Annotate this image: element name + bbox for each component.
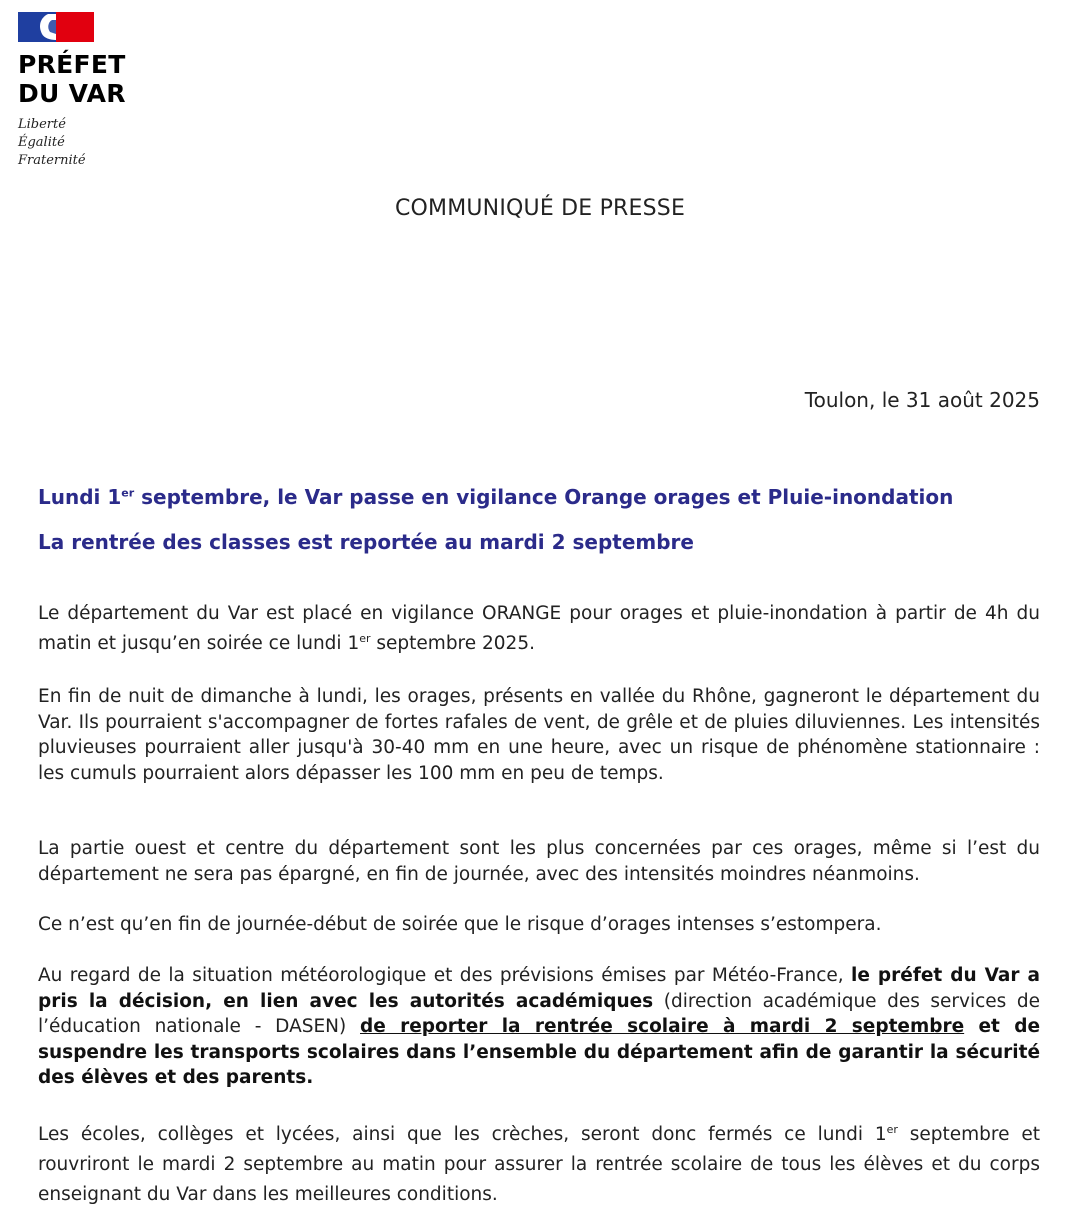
paragraph-orages: En fin de nuit de dimanche à lundi, les orages, présents en vallée du Rhône, gagneront le département du Var. Ils pourraient s'accompagner de fortes rafales de vent, de grêle et de pluies diluviennes. Les intensités pluvieuses pourraient aller jusqu'à 30-40 mm en une heure, avec un risque de phénomène stationnaire : les cumuls pourraient alors dépasser les 100 mm en peu de temps.	[38, 686, 1040, 784]
p5-bold-decision: le préfet du Var a pris la décision, en lien avec les autorités académiques	[38, 965, 1040, 1012]
motto-egalite: Égalité	[18, 135, 65, 150]
headline-1-text-a: Lundi 1	[38, 485, 122, 509]
p5-bold-underline-report: de reporter la rentrée scolaire à mardi 2 septembre	[360, 1016, 965, 1037]
issuer-name	[18, 50, 126, 108]
paragraph-decision	[38, 963, 1040, 1091]
marianne-flag-icon	[18, 12, 94, 42]
paragraph-fermeture	[38, 1120, 1040, 1210]
headline-rentree: La rentrée des classes est reportée au mardi 2 septembre	[38, 530, 694, 554]
issuer-line-2: DU VAR	[18, 79, 126, 108]
motto-fraternite: Fraternité	[18, 153, 86, 168]
p5-bold-transports: et de suspendre les transports scolaires dans l’ensemble du département afin de garantir la sécurité des élèves et des parents.	[38, 1016, 1040, 1088]
p1-text-b: septembre 2025.	[370, 633, 535, 654]
p5-text-a: Au regard de la situation météorologique et des prévisions émises par Météo-France,	[38, 965, 852, 986]
date-line: Toulon, le 31 août 2025	[804, 388, 1040, 412]
p1-text-a: Le département du Var est placé en vigilance ORANGE pour orages et pluie-inondation à partir de 4h du matin et jusqu’en soirée ce lundi 1	[38, 603, 1040, 654]
p5-text-c: (direction académique des services de l’éducation nationale - DASEN)	[38, 990, 1040, 1037]
headline-1-sup: er	[121, 486, 135, 500]
republic-motto	[18, 116, 126, 170]
headline-vigilance	[38, 485, 953, 509]
p6-text-a: Les écoles, collèges et lycées, ainsi que les crèches, seront donc fermés ce lundi 1	[38, 1124, 887, 1145]
p6-text-b: septembre et rouvriront le mardi 2 septembre au matin pour assurer la rentrée scolaire de tous les élèves et du corps enseignant du Var dans les meilleures conditions.	[38, 1124, 1040, 1205]
prefecture-logo	[18, 12, 126, 170]
paragraph-zones: La partie ouest et centre du département sont les plus concernées par ces orages, même si l’est du département ne sera pas épargné, en fin de journée, avec des intensités moindres néanmoins.	[38, 838, 1040, 885]
issuer-line-1: PRÉFET	[18, 50, 126, 79]
document-type-title: COMMUNIQUÉ DE PRESSE	[394, 196, 686, 221]
motto-liberte: Liberté	[18, 117, 66, 132]
p1-sup: er	[359, 631, 371, 645]
paragraph-fin-risque: Ce n’est qu’en fin de journée-début de soirée que le risque d’orages intenses s’estompera.	[38, 914, 882, 935]
p6-sup: er	[886, 1122, 898, 1136]
paragraph-vigilance	[38, 599, 1040, 659]
headline-1-text-b: septembre, le Var passe en vigilance Orange orages et Pluie-inondation	[134, 485, 954, 509]
